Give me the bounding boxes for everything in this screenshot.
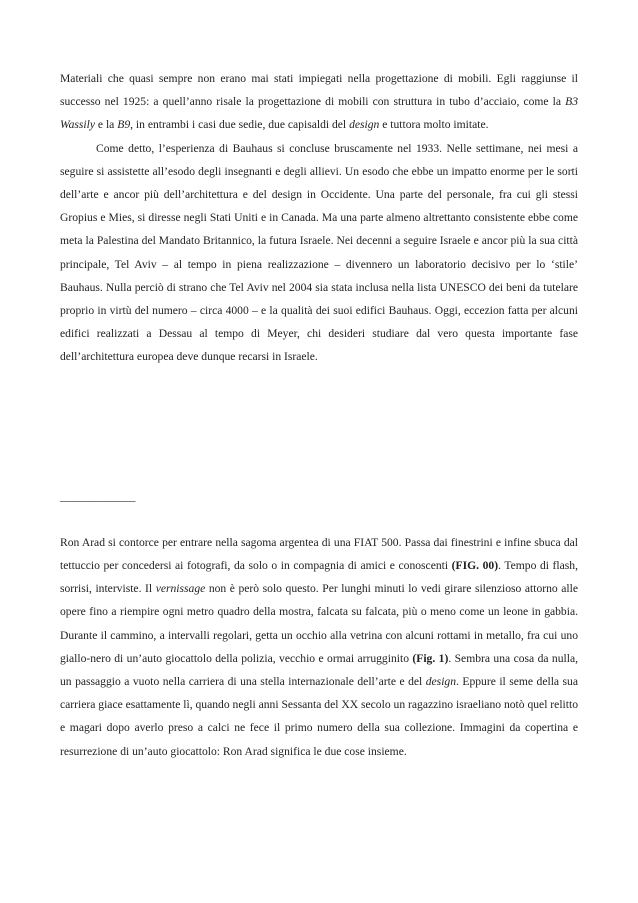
paragraph-bauhaus-exodus: Come detto, l’esperienza di Bauhaus si concluse bruscamente nel 1933. Nelle settimane, nei mesi a seguire si assistette all’esodo degli insegnanti e degli allievi. Un esodo che ebbe un impatto enorme per le sorti dell’arte e ancor più dell’architettura e del design in Occidente. Una parte del personale, fra cui gli stessi Gropius e Mies, si diresse negli Stati Uniti e in Canada. Ma una parte almeno altrettanto consistente ebbe come meta la Palestina del Mandato Britannico, la futura Israele. Nei decenni a seguire Israele e ancor più la sua città principale, Tel Aviv – al tempo in piena realizzazione – divennero un laboratorio decisivo per lo ‘stile’ Bauhaus. Nulla perciò di strano che Tel Aviv nel 2004 sia stata inclusa nella lista UNESCO dei beni da tutelare proprio in virtù del numero – circa 4000 – e la qualità dei suoi edifici Bauhaus. Oggi, eccezion fatta per alcuni edifici realizzati a Dessau al tempo di Meyer, chi desideri studiare dal vero questa importante fase dell’architettura europea deve dunque recarsi in Israele.	[60, 141, 578, 364]
paragraph-materials-text-1: Materiali che quasi sempre non erano mai stati impiegati nella progettazione di mobili. Egli raggiunse il successo nel 1925: a quell’anno risale la progettazione di mobili con struttura in tubo d’acciaio, come la	[60, 72, 578, 109]
paragraph-materials-text-4: e tuttora molto imitate.	[379, 118, 489, 132]
design-term: design	[349, 118, 380, 132]
paragraph-ron-arad-text-3: non è però solo questo. Per lunghi minuti lo vedi girare silenzioso attorno alle opere fino a riempire ogni metro quadro della mostra, falcata su falcata, più o meno come un leone in gabbia. Durante il cammino, a intervalli regolari, getta un occhio alla vetrina con alcuni rottami in metallo, fra cui uno giallo-nero di un’auto giocattolo della polizia, vecchio e ormai arrugginito	[60, 582, 579, 665]
blank-space	[60, 369, 578, 485]
paragraph-materials	[60, 67, 578, 137]
document-page	[60, 67, 578, 763]
design-term-2: design	[425, 675, 457, 689]
section-separator: _____________	[60, 489, 136, 503]
paragraph-ron-arad-text-2: . Tempo di flash, sorrisi, interviste. Il	[60, 559, 578, 596]
paragraph-ron-arad-text-5: . Eppure il seme della sua carriera giace esattamente lì, quando negli anni Sessanta del XX secolo un ragazzino israeliano notò quel relitto e magari dopo averlo preso a calci ne fece il primo numero della sua collezione. Immagini da copertina e resurrezione di un’auto giocattolo: Ron Arad significa le due cose insieme.	[60, 675, 578, 758]
vernissage-term: vernissage	[155, 582, 206, 596]
figure-reference-00: (FIG. 00)	[451, 559, 499, 573]
paragraph-materials-text-2: e la	[95, 118, 118, 132]
chair-name-wassily: B3 Wassily	[60, 95, 578, 132]
paragraph-ron-arad-text-1: Ron Arad si contorce per entrare nella sagoma argentea di una FIAT 500. Passa dai finestrini e infine sbuca dal tettuccio per concedersi ai fotografi, da solo o in compagnia di amici e conoscenti	[60, 535, 578, 573]
paragraph-ron-arad	[60, 531, 578, 763]
figure-reference-1: (Fig. 1)	[412, 651, 449, 665]
paragraph-materials-text-3: , in entrambi i casi due sedie, due capisaldi del	[130, 118, 350, 132]
paragraph-ron-arad-text-4: . Sembra una cosa da nulla, un passaggio a vuoto nella carriera di una stella internazionale dell’arte e del	[60, 651, 578, 689]
chair-name-b9: B9	[117, 118, 131, 132]
blank-space-small	[60, 508, 578, 531]
